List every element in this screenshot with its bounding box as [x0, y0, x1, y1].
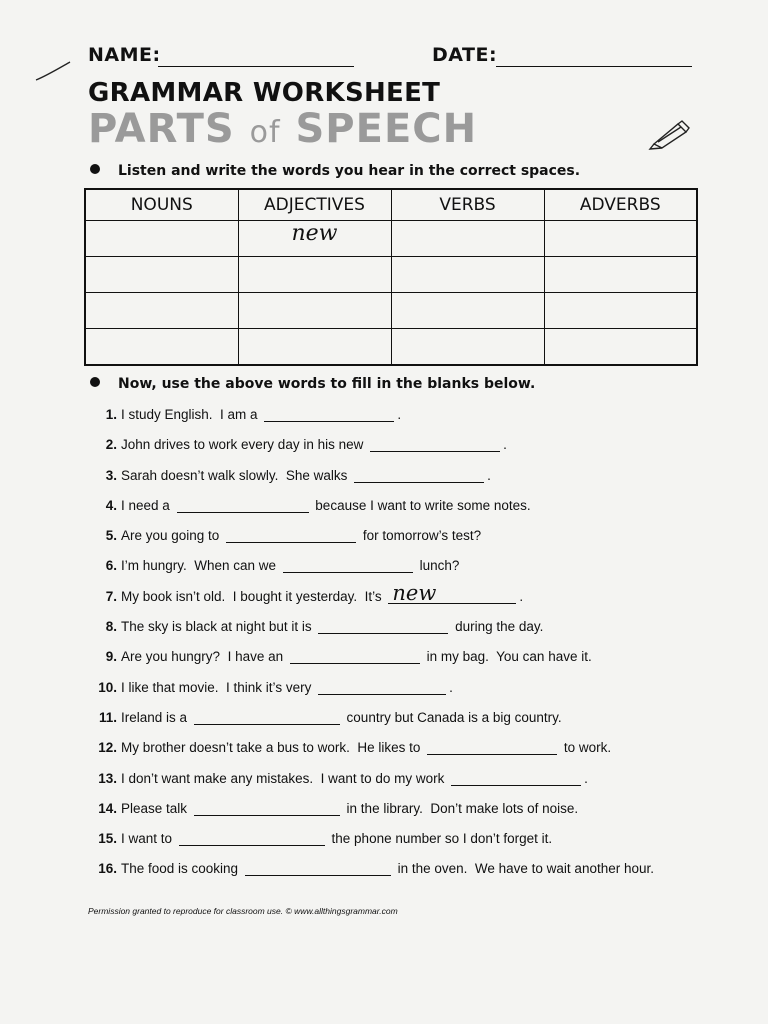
sentence-text-after: because I want to write some notes. — [311, 497, 531, 513]
answer-blank[interactable] — [354, 468, 484, 483]
sentence-text-after: . — [487, 467, 491, 483]
table-cell[interactable] — [391, 293, 544, 329]
sentence-number: 4. — [105, 497, 117, 513]
table-cell[interactable] — [544, 329, 697, 366]
sentence-number: 8. — [105, 619, 117, 635]
sentence-text-before: I’m hungry. When can we — [121, 558, 280, 574]
subtitle-part-2: of — [249, 115, 281, 150]
table-row — [85, 221, 697, 257]
sentence-item — [90, 498, 654, 528]
date-field-line[interactable] — [496, 66, 692, 67]
handwritten-answer: new — [392, 580, 437, 605]
sentence-number: 10. — [98, 679, 117, 695]
sentence-text-before: Sarah doesn’t walk slowly. She walks — [121, 467, 352, 483]
table-row — [85, 293, 697, 329]
answer-blank[interactable] — [370, 437, 500, 452]
table-cell[interactable] — [238, 293, 391, 329]
column-header-adjectives: ADJECTIVES — [238, 189, 391, 221]
table-cell[interactable] — [238, 221, 391, 257]
table-row — [85, 257, 697, 293]
table-cell[interactable] — [391, 257, 544, 293]
sentence-text-after: in the oven. We have to wait another hour. — [393, 861, 654, 877]
sentence-text-before: I need a — [121, 497, 174, 513]
answer-blank[interactable] — [318, 619, 448, 634]
answer-blank[interactable] — [194, 710, 340, 725]
sentence-text-after: during the day. — [451, 619, 544, 635]
sentence-text-before: I want to — [121, 831, 176, 847]
sentence-text-after: . — [503, 437, 507, 453]
worksheet-subtitle — [88, 106, 477, 152]
parts-of-speech-table — [84, 188, 698, 366]
instruction-listen — [90, 163, 580, 179]
sentence-text-after: . — [519, 588, 524, 604]
fill-in-blank-list — [90, 407, 654, 892]
table-cell[interactable] — [544, 293, 697, 329]
sentence-item — [90, 831, 654, 861]
sentence-text-after: lunch? — [415, 558, 460, 574]
sentence-number: 3. — [105, 467, 117, 483]
instruction-text: Listen and write the words you hear in the correct spaces. — [118, 163, 581, 179]
sentence-text-after: in the library. Don’t make lots of noise. — [342, 800, 579, 816]
sentence-item — [90, 580, 654, 619]
sentence-item — [90, 740, 654, 770]
answer-blank[interactable] — [177, 498, 309, 513]
sentence-text-after: the phone number so I don’t forget it. — [327, 831, 553, 847]
sentence-text-before: John drives to work every day in his new — [121, 437, 368, 453]
sentence-text-before: The sky is black at night but it is — [121, 619, 316, 635]
date-label: DATE: — [432, 44, 498, 66]
sentence-number: 5. — [105, 528, 117, 544]
sentence-number: 14. — [98, 800, 117, 816]
table-cell[interactable] — [238, 257, 391, 293]
column-header-nouns: NOUNS — [85, 189, 238, 221]
sentence-text-after: country but Canada is a big country. — [342, 709, 562, 725]
sentence-number: 1. — [105, 407, 117, 422]
answer-blank[interactable] — [388, 580, 516, 605]
sentence-text-before: Are you going to — [121, 528, 224, 544]
sentence-text-after: to work. — [560, 740, 612, 756]
sentence-number: 13. — [98, 770, 117, 786]
sentence-item — [90, 771, 654, 801]
sentence-item — [90, 861, 654, 891]
bullet-dot — [90, 164, 100, 174]
sentence-item — [90, 558, 654, 588]
sentence-item — [90, 437, 654, 467]
subtitle-part-3: SPEECH — [295, 106, 478, 152]
answer-blank[interactable] — [245, 861, 391, 876]
sentence-text-before: I don’t want make any mistakes. I want to do my work — [121, 770, 449, 786]
sentence-text-before: Ireland is a — [121, 709, 191, 725]
sentence-item — [90, 710, 654, 740]
sentence-text-after: in my bag. You can have it. — [422, 649, 592, 665]
sentence-text-after: . — [397, 407, 402, 422]
table-cell[interactable] — [85, 293, 238, 329]
table-cell[interactable] — [85, 257, 238, 293]
sentence-text-after: . — [449, 679, 453, 695]
name-field-line[interactable] — [158, 66, 354, 67]
sentence-number: 6. — [105, 558, 117, 574]
answer-blank[interactable] — [226, 528, 356, 543]
pen-stroke-mark — [34, 60, 74, 84]
answer-blank[interactable] — [194, 801, 340, 816]
answer-blank[interactable] — [290, 649, 420, 664]
sentence-item — [90, 528, 654, 558]
table-cell[interactable] — [391, 329, 544, 366]
name-label: NAME: — [88, 44, 161, 66]
sentence-item — [90, 801, 654, 831]
answer-blank[interactable] — [451, 771, 581, 786]
column-header-adverbs: ADVERBS — [544, 189, 697, 221]
table-cell[interactable] — [544, 221, 697, 257]
sentence-item — [90, 649, 654, 679]
handwritten-entry: new — [291, 221, 338, 246]
sentence-text-before: Please talk — [121, 800, 191, 816]
sentence-text-before: My brother doesn’t take a bus to work. He likes to — [121, 740, 425, 756]
worksheet-title: GRAMMAR WORKSHEET — [88, 78, 441, 108]
answer-blank[interactable] — [427, 740, 557, 755]
answer-blank[interactable] — [264, 407, 394, 422]
sentence-text-before: I like that movie. I think it’s very — [121, 679, 316, 695]
copyright-footer: Permission granted to reproduce for classroom use. © www.allthingsgrammar.com — [88, 906, 398, 916]
table-row — [85, 329, 697, 366]
table-cell[interactable] — [391, 221, 544, 257]
column-header-verbs: VERBS — [391, 189, 544, 221]
sentence-number: 2. — [105, 437, 117, 453]
pencil-icon — [648, 118, 692, 150]
sentence-item — [90, 407, 654, 437]
sentence-number: 9. — [105, 649, 117, 665]
sentence-text-before: Are you hungry? I have an — [121, 649, 287, 665]
sentence-text-after: for tomorrow’s test? — [359, 528, 482, 544]
sentence-number: 16. — [98, 861, 117, 877]
sentence-text-before: My book isn’t old. I bought it yesterday. It’s — [121, 588, 386, 604]
sentence-item — [90, 468, 654, 498]
bullet-dot — [90, 377, 100, 387]
sentence-number: 15. — [98, 831, 117, 847]
table-cell[interactable] — [85, 221, 238, 257]
table-cell[interactable] — [85, 329, 238, 366]
answer-blank[interactable] — [318, 680, 446, 695]
sentence-number: 7. — [105, 588, 117, 604]
sentence-item — [90, 680, 654, 710]
table-cell[interactable] — [544, 257, 697, 293]
sentence-number: 11. — [98, 709, 117, 725]
sentence-text-before: The food is cooking — [121, 861, 242, 877]
instruction-text: Now, use the above words to fill in the blanks below. — [118, 376, 536, 392]
table-cell[interactable] — [238, 329, 391, 366]
sentence-number: 12. — [98, 740, 117, 756]
subtitle-part-1: PARTS — [88, 106, 235, 152]
answer-blank[interactable] — [179, 831, 325, 846]
sentence-item — [90, 619, 654, 649]
instruction-fill-blanks — [90, 376, 535, 392]
sentence-text-after: . — [584, 770, 588, 786]
answer-blank[interactable] — [283, 558, 413, 573]
sentence-text-before: I study English. I am a — [121, 407, 262, 422]
